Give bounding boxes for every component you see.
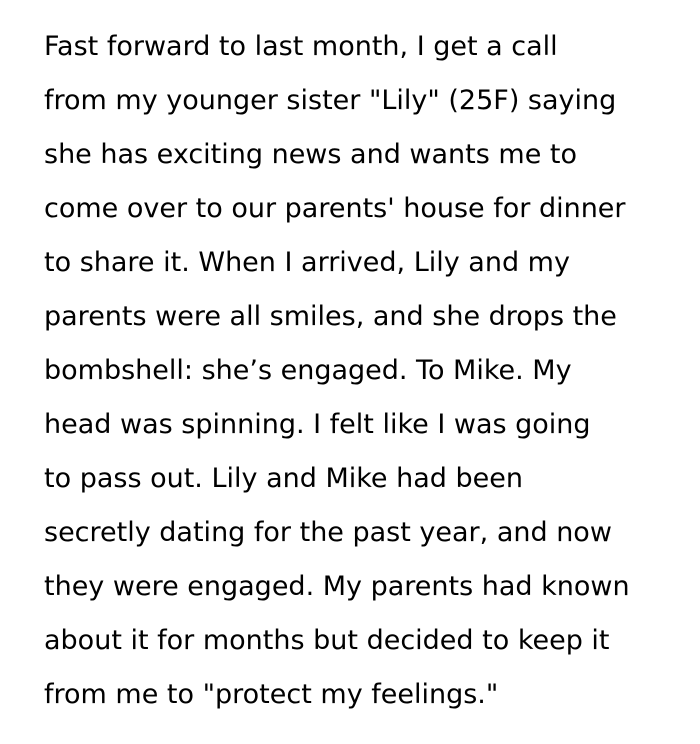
story-line: about it for months but decided to keep it xyxy=(44,625,610,656)
story-line: come over to our parents' house for dinner xyxy=(44,193,626,224)
story-line: bombshell: she’s engaged. To Mike. My xyxy=(44,355,572,386)
story-line: she has exciting news and wants me to xyxy=(44,139,577,170)
story-line: from me to "protect my feelings." xyxy=(44,679,499,710)
story-line: Fast forward to last month, I get a call xyxy=(44,31,558,62)
story-line: parents were all smiles, and she drops the xyxy=(44,301,617,332)
story-line: to share it. When I arrived, Lily and my xyxy=(44,247,570,278)
story-line: to pass out. Lily and Mike had been xyxy=(44,463,523,494)
story-line: secretly dating for the past year, and now xyxy=(44,517,612,548)
story-text-block xyxy=(44,20,684,722)
story-line: from my younger sister "Lily" (25F) saying xyxy=(44,85,617,116)
story-line: head was spinning. I felt like I was going xyxy=(44,409,591,440)
story-line: they were engaged. My parents had known xyxy=(44,571,630,602)
